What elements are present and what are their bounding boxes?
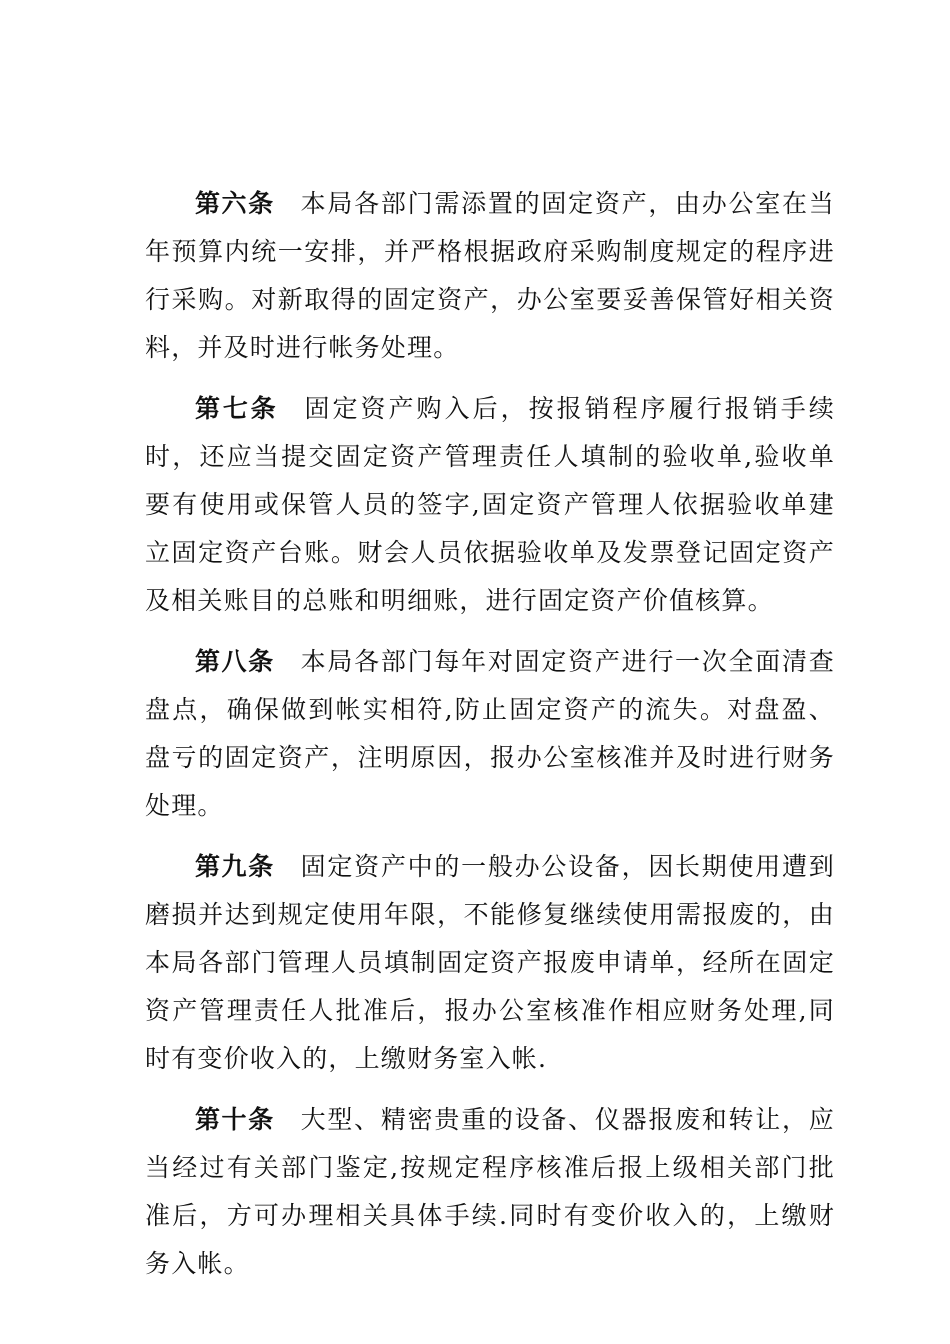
article-heading: 第九条 (195, 852, 275, 881)
article-text: 大型、精密贵重的设备、仪器报废和转让，应当经过有关部门鉴定,按规定程序核准后报上级相关部门批准后，方可办理相关具体手续.同时有变价收入的，上缴财务入帐。 (145, 1105, 835, 1278)
article-text: 本局各部门需添置的固定资产，由办公室在当年预算内统一安排，并严格根据政府采购制度规定的程序进行采购。对新取得的固定资产，办公室要妥善保管好相关资料，并及时进行帐务处理。 (145, 189, 835, 362)
article-heading: 第十条 (195, 1105, 275, 1134)
article-text: 固定资产中的一般办公设备，因长期使用遭到磨损并达到规定使用年限，不能修复继续使用需报废的，由本局各部门管理人员填制固定资产报废申请单，经所在固定资产管理责任人批准后，报办公室核准作相应财务处理,同时有变价收入的，上缴财务室入帐. (145, 852, 835, 1073)
document-body (145, 180, 835, 1301)
article-heading: 第六条 (195, 189, 275, 218)
article-text: 本局各部门每年对固定资产进行一次全面清查盘点，确保做到帐实相符,防止固定资产的流失。对盘盈、盘亏的固定资产，注明原因，报办公室核准并及时进行财务处理。 (145, 647, 835, 820)
article-8 (145, 638, 835, 830)
article-6 (145, 180, 835, 372)
article-7 (145, 385, 835, 625)
article-heading: 第七条 (195, 394, 279, 423)
article-text: 固定资产购入后，按报销程序履行报销手续时，还应当提交固定资产管理责任人填制的验收单,验收单要有使用或保管人员的签字,固定资产管理人依据验收单建立固定资产台账。财会人员依据验收单及发票登记固定资产及相关账目的总账和明细账，进行固定资产价值核算。 (145, 394, 835, 615)
article-10 (145, 1096, 835, 1288)
article-heading: 第八条 (195, 647, 275, 676)
article-9 (145, 843, 835, 1083)
